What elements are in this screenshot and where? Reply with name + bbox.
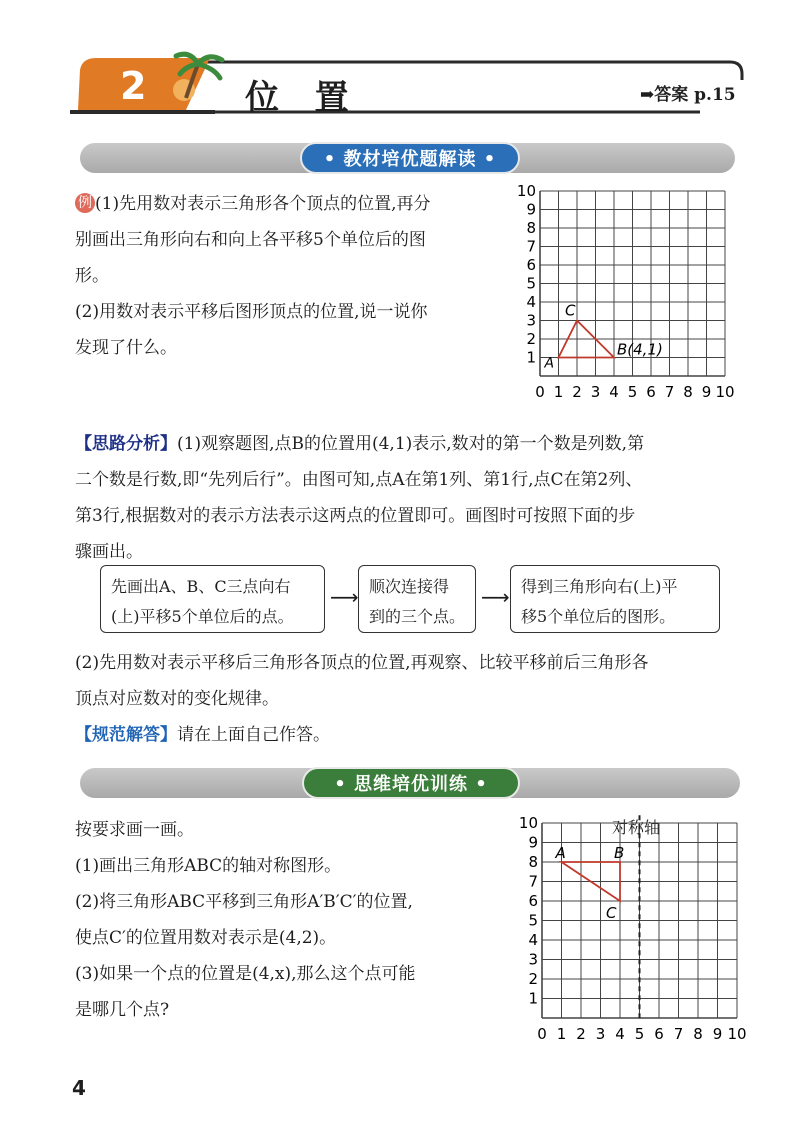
page-number: 4 [72, 1076, 86, 1100]
analysis-part2 [75, 645, 765, 753]
y-tick-label: 10 [518, 814, 538, 832]
y-tick-label: 9 [526, 200, 536, 219]
y-tick-label: 8 [526, 219, 536, 237]
y-tick-label: 1 [528, 989, 538, 1008]
x-tick-label: 3 [595, 1025, 606, 1043]
flow-step-2 [358, 565, 476, 633]
x-tick-label: 10 [715, 383, 735, 401]
point-b-label-training: B [614, 844, 625, 862]
example-badge: 例 [75, 193, 95, 213]
x-tick-label: 5 [627, 383, 638, 401]
y-tick-label: 7 [526, 237, 536, 256]
flow-step-3-line2: 移5个单位后的图形。 [521, 607, 676, 626]
analysis-line3: 第3行,根据数对的表示方法表示这两点的位置即可。画图时可按照下面的步 [75, 506, 636, 526]
example-q1-line3: 形。 [75, 266, 109, 286]
x-tick-label: 0 [535, 383, 545, 401]
x-tick-label: 5 [634, 1025, 645, 1043]
y-tick-label: 7 [528, 872, 538, 891]
training-q1: (1)画出三角形ABC的轴对称图形。 [75, 856, 342, 876]
y-tick-label: 10 [516, 182, 536, 200]
x-tick-label: 9 [701, 383, 712, 401]
y-tick-label: 3 [528, 950, 538, 969]
x-tick-label: 7 [673, 1025, 684, 1043]
flow-step-2-line1: 顺次连接得 [369, 577, 450, 596]
point-a-label-training: A [555, 844, 566, 862]
flow-step-1-line1: 先画出A、B、C三点向右 [111, 577, 291, 596]
x-tick-label: 1 [556, 1025, 567, 1043]
flow-step-1 [100, 565, 325, 633]
point-c-label-training: C [606, 904, 617, 922]
flow-arrow-2: ⟶ [481, 585, 510, 609]
analysis-line1: (1)观察题图,点B的位置用(4,1)表示,数对的第一个数是列数,第 [177, 434, 645, 454]
training-q3-line2: 是哪几个点? [75, 1000, 170, 1020]
y-tick-label: 3 [526, 311, 536, 330]
y-tick-label: 4 [528, 931, 538, 949]
y-tick-label: 6 [528, 892, 538, 910]
x-tick-label: 7 [664, 383, 675, 401]
training-q2-line2: 使点C′的位置用数对表示是(4,2)。 [75, 928, 337, 948]
x-tick-label: 3 [590, 383, 601, 401]
solution-label: 【规范解答】 [75, 725, 177, 745]
y-tick-label: 6 [526, 256, 536, 274]
analysis-label: 【思路分析】 [75, 434, 177, 454]
unit-number: 2 [120, 64, 147, 108]
x-tick-label: 2 [572, 383, 582, 401]
analysis-line4: 骤画出。 [75, 542, 143, 562]
flow-step-1-line2: (上)平移5个单位后的点。 [111, 607, 294, 626]
x-tick-label: 8 [683, 383, 693, 401]
y-tick-label: 5 [528, 911, 538, 930]
flow-step-3-line1: 得到三角形向右(上)平 [521, 577, 678, 596]
flow-arrow-1: ⟶ [330, 585, 359, 609]
example-q1-line2: 别画出三角形向右和向上各平移5个单位后的图 [75, 230, 426, 250]
section-title-textbook: • 教材培优题解读 • [300, 142, 520, 174]
x-tick-label: 6 [654, 1025, 664, 1043]
y-tick-label: 1 [526, 348, 536, 367]
analysis-block [75, 426, 765, 570]
answer-reference: ➡答案 p.15 [640, 85, 736, 105]
x-tick-label: 9 [712, 1025, 723, 1043]
x-tick-label: 10 [727, 1025, 747, 1043]
point-c-label: C [565, 301, 576, 320]
point-a-label: A [544, 355, 555, 372]
example-question [75, 186, 515, 366]
x-tick-label: 2 [576, 1025, 586, 1043]
y-tick-label: 4 [526, 293, 536, 311]
symmetry-axis-label: 对称轴 [612, 818, 661, 837]
analysis-line2: 二个数是行数,即“先列后行”。由图可知,点A在第1列、第1行,点C在第2列、 [75, 470, 643, 490]
coordinate-grid-example [510, 182, 740, 420]
page-title: 位 置 [245, 78, 353, 118]
x-tick-label: 6 [646, 383, 656, 401]
x-tick-label: 1 [553, 383, 564, 401]
y-tick-label: 9 [528, 833, 538, 852]
x-tick-label: 4 [609, 383, 619, 401]
training-questions [75, 812, 505, 1028]
flow-step-3 [510, 565, 720, 633]
example-q2-line2: 发现了什么。 [75, 338, 177, 358]
y-tick-label: 2 [528, 970, 538, 988]
x-tick-label: 0 [537, 1025, 547, 1043]
training-q3-line1: (3)如果一个点的位置是(4,x),那么这个点可能 [75, 964, 416, 984]
example-q1-line1: (1)先用数对表示三角形各个顶点的位置,再分 [95, 194, 431, 214]
solution-text: 请在上面自己作答。 [177, 725, 330, 745]
x-tick-label: 4 [615, 1025, 625, 1043]
example-q2-line1: (2)用数对表示平移后图形顶点的位置,说一说你 [75, 302, 428, 322]
flow-step-2-line2: 到的三个点。 [369, 607, 466, 626]
training-q2-line1: (2)将三角形ABC平移到三角形A′B′C′的位置, [75, 892, 413, 912]
y-tick-label: 8 [528, 853, 538, 871]
chapter-header [0, 40, 800, 120]
y-tick-label: 2 [526, 330, 536, 348]
y-tick-label: 5 [526, 274, 536, 293]
analysis-p2-line1: (2)先用数对表示平移后三角形各顶点的位置,再观察、比较平移前后三角形各 [75, 653, 649, 673]
training-intro: 按要求画一画。 [75, 820, 194, 840]
section-title-training: • 思维培优训练 • [302, 767, 520, 799]
x-tick-label: 8 [693, 1025, 703, 1043]
point-b-label: B(4,1) [617, 340, 663, 359]
analysis-p2-line2: 顶点对应数对的变化规律。 [75, 689, 279, 709]
